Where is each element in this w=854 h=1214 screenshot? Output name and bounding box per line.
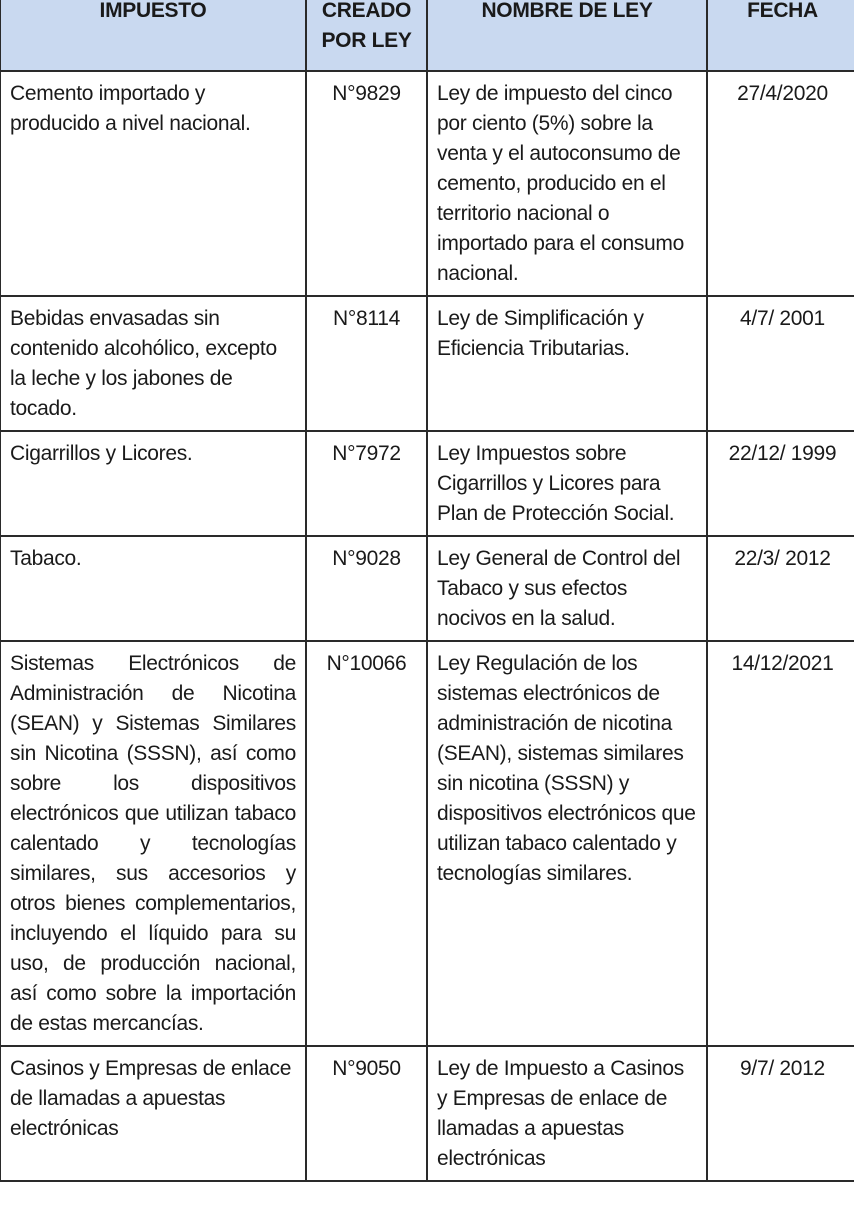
table-row [0,536,854,641]
cell-nombre-de-ley: Ley Regulación de los sistemas electrónicos de administración de nicotina (SEAN), sistemas similares sin nicotina (SSSN) y dispositivos electrónicos que utilizan tabaco calentado y tecnologías similares. [427,641,707,1046]
cell-ley-number: N°7972 [306,431,427,536]
table-row [0,71,854,296]
cell-nombre-de-ley: Ley Impuestos sobre Cigarrillos y Licores para Plan de Protección Social. [427,431,707,536]
table-body [0,71,854,1181]
cell-ley-number: N°8114 [306,296,427,431]
cell-impuesto: Cemento importado y producido a nivel nacional. [0,71,306,296]
header-creado-por-ley [306,0,427,71]
table-header [0,0,854,71]
header-impuesto: IMPUESTO [0,0,306,71]
cell-ley-number: N°9028 [306,536,427,641]
header-creado-line1: CREADO [321,0,412,22]
cell-nombre-de-ley: Ley de Simplificación y Eficiencia Tributarias. [427,296,707,431]
cell-impuesto: Casinos y Empresas de enlace de llamadas a apuestas electrónicas [0,1046,306,1181]
cell-nombre-de-ley: Ley de Impuesto a Casinos y Empresas de enlace de llamadas a apuestas electrónicas [427,1046,707,1181]
cell-impuesto: Cigarrillos y Licores. [0,431,306,536]
header-nombre-de-ley: NOMBRE DE LEY [427,0,707,71]
cell-impuesto: Tabaco. [0,536,306,641]
cell-nombre-de-ley: Ley de impuesto del cinco por ciento (5%) sobre la venta y el autoconsumo de cemento, producido en el territorio nacional o importado para el consumo nacional. [427,71,707,296]
header-creado-line2: POR LEY [321,29,412,52]
cell-fecha: 22/3/ 2012 [707,536,854,641]
cell-ley-number: N°9829 [306,71,427,296]
cell-impuesto: Bebidas envasadas sin contenido alcohólico, excepto la leche y los jabones de tocado. [0,296,306,431]
cell-fecha: 4/7/ 2001 [707,296,854,431]
cell-nombre-de-ley: Ley General de Control del Tabaco y sus efectos nocivos en la salud. [427,536,707,641]
cell-fecha: 9/7/ 2012 [707,1046,854,1181]
table-row [0,641,854,1046]
cell-fecha: 14/12/2021 [707,641,854,1046]
cell-fecha: 22/12/ 1999 [707,431,854,536]
cell-fecha: 27/4/2020 [707,71,854,296]
cell-ley-number: N°9050 [306,1046,427,1181]
header-fecha: FECHA [707,0,854,71]
cell-ley-number: N°10066 [306,641,427,1046]
table-row [0,296,854,431]
cell-impuesto: Sistemas Electrónicos de Administración de Nicotina (SEAN) y Sistemas Similares sin Nicotina (SSSN), así como sobre los dispositivos electrónicos que utilizan tabaco calentado y tecnologías similares, sus accesorios y otros bienes complementarios, incluyendo el líquido para su uso, de producción nacional, así como sobre la importación de estas mercancías. [0,641,306,1046]
header-row [0,0,854,71]
table-row [0,431,854,536]
table-row [0,1046,854,1181]
